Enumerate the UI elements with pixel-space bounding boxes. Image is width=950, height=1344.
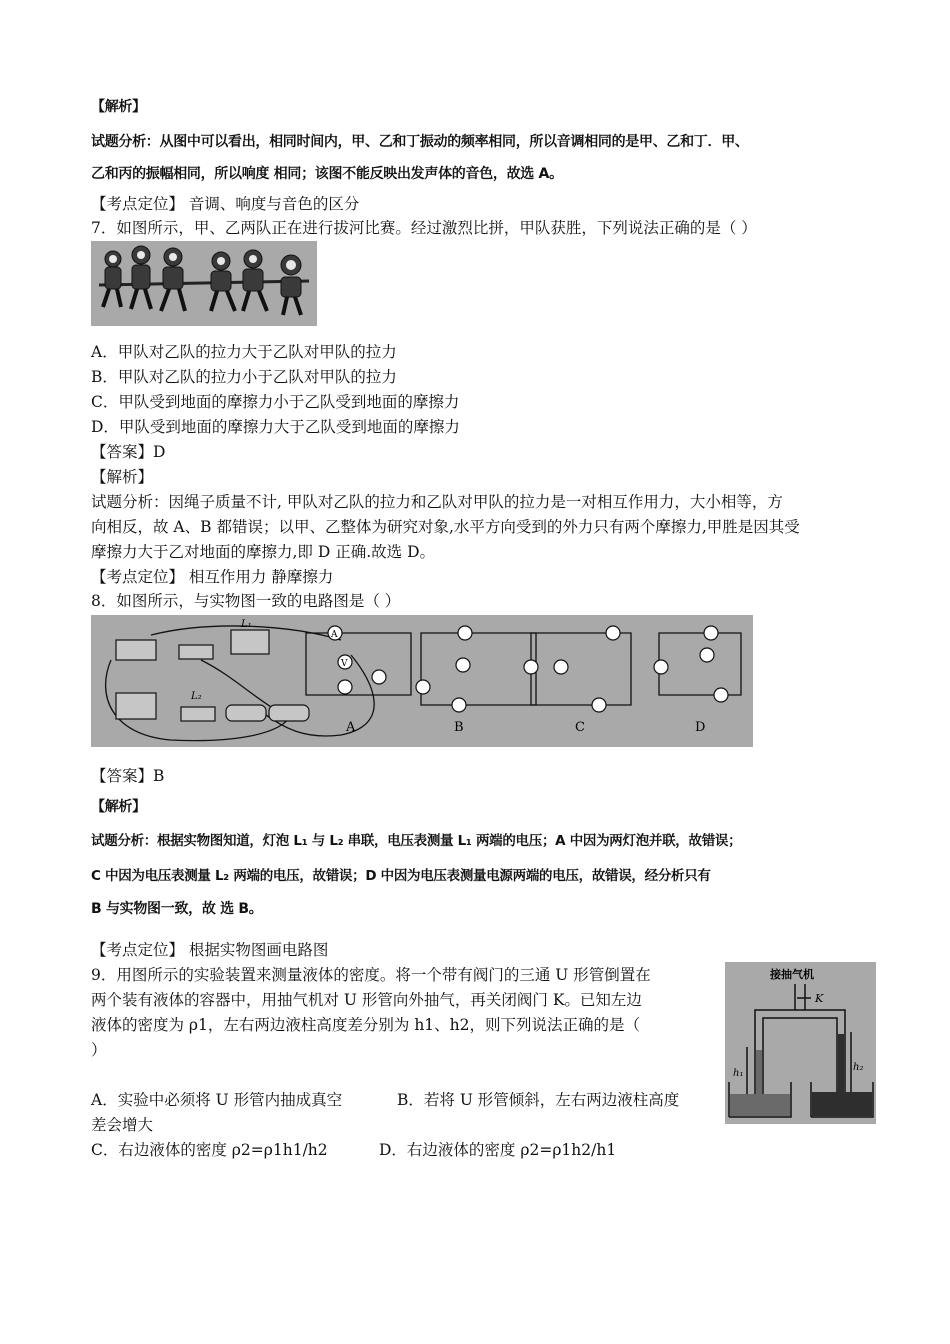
- q9-stem-line2: 两个装有液体的容器中，用抽气机对 U 形管向外抽气，再关闭阀门 K。已知左边: [91, 991, 642, 1009]
- circuit-diagrams: [91, 615, 753, 747]
- q9-option-d: D．右边液体的密度 ρ2=ρ1h2/h1: [379, 1141, 617, 1159]
- q8-jiexi-heading: 【解析】: [91, 799, 146, 815]
- q7-jiexi-heading: 【解析】: [91, 468, 154, 486]
- circuit-label-c: C: [575, 720, 585, 735]
- q9-stem-line1: 9．用图所示的实验装置来测量液体的密度。将一个带有阀门的三通 U 形管倒置在: [91, 966, 651, 984]
- u-tube-apparatus: [725, 962, 876, 1124]
- tug-of-war-figure: [91, 241, 317, 326]
- lamp-label-l2: L₂: [191, 691, 202, 702]
- q9-stem-line4: ）: [91, 1041, 107, 1059]
- circuit-label-a: A: [346, 720, 356, 735]
- q7-option-b: B．甲队对乙队的拉力小于乙队对甲队的拉力: [91, 368, 397, 386]
- q7-answer: 【答案】D: [91, 443, 166, 461]
- q8-answer: 【答案】B: [91, 767, 165, 785]
- q7-option-c: C．甲队受到地面的摩擦力小于乙队受到地面的摩擦力: [91, 393, 460, 411]
- pump-label: 接抽气机: [770, 968, 814, 981]
- q7-stem: 7．如图所示，甲、乙两队正在进行拔河比赛。经过激烈比拼，甲队获胜，下列说法正确的是（ ）: [91, 219, 757, 237]
- valve-label: K: [815, 992, 824, 1005]
- q7-analysis-line1: 试题分析：因绳子质量不计, 甲队对乙队的拉力和乙队对甲队的拉力是一对相互作用力，大小相等，方: [91, 493, 783, 511]
- q7-option-d: D．甲队受到地面的摩擦力大于乙队受到地面的摩擦力: [91, 418, 460, 436]
- circuit-label-b: B: [454, 720, 464, 735]
- q9-stem-line3: 液体的密度为 ρ1，左右两边液柱高度差分别为 h1、h2，则下列说法正确的是（: [91, 1016, 641, 1034]
- q8-stem: 8．如图所示，与实物图一致的电路图是（ ）: [91, 592, 401, 610]
- tug-of-war-illustration: [91, 241, 317, 326]
- q8-analysis-line2: C 中因为电压表测量 L₂ 两端的电压，故错误；D 中因为电压表测量电源两端的电压，故错误，经分析只有: [91, 868, 711, 884]
- q7-analysis-line3: 摩擦力大于乙对地面的摩擦力,即 D 正确.故选 D。: [91, 543, 435, 561]
- jiexi-heading-6: 【解析】: [91, 99, 146, 115]
- analysis-6-line2: 乙和丙的振幅相同，所以响度 相同；该图不能反映出发声体的音色，故选 A。: [91, 166, 563, 182]
- q7-analysis-line2: 向相反，故 A、B 都错误；以甲、乙整体为研究对象,水平方向受到的外力只有两个摩擦力,甲胜是因其受: [91, 518, 800, 536]
- circuit-label-d: D: [695, 720, 706, 735]
- q8-analysis-line1: 试题分析：根据实物图知道，灯泡 L₁ 与 L₂ 串联，电压表测量 L₁ 两端的电压；A 中因为两灯泡并联，故错误；: [91, 833, 742, 849]
- q9-option-c: C．右边液体的密度 ρ2=ρ1h1/h2: [91, 1141, 328, 1159]
- meter-v-label: V: [341, 659, 348, 669]
- q8-kaodian: 【考点定位】 根据实物图画电路图: [91, 941, 329, 959]
- h1-label: h₁: [733, 1068, 744, 1079]
- q9-option-a: A．实验中必须将 U 形管内抽成真空: [91, 1091, 343, 1109]
- meter-a-label: A: [331, 630, 338, 640]
- q7-kaodian: 【考点定位】 相互作用力 静摩擦力: [91, 568, 334, 586]
- u-tube-figure: [725, 962, 876, 1124]
- analysis-6-line1: 试题分析：从图中可以看出，相同时间内，甲、乙和丁振动的频率相同，所以音调相同的是甲、乙和丁．甲、: [91, 134, 749, 150]
- q9-option-b-line1: B．若将 U 形管倾斜，左右两边液柱高度: [397, 1091, 680, 1109]
- lamp-label-l1: L₁: [241, 619, 252, 630]
- h2-label: h₂: [853, 1062, 864, 1073]
- kaodian-6: 【考点定位】 音调、响度与音色的区分: [91, 195, 360, 213]
- q9-option-b-line2: 差会增大: [91, 1116, 154, 1134]
- circuit-figure: [91, 615, 753, 747]
- q7-option-a: A．甲队对乙队的拉力大于乙队对甲队的拉力: [91, 343, 397, 361]
- q8-analysis-line3: B 与实物图一致，故 选 B。: [91, 901, 263, 917]
